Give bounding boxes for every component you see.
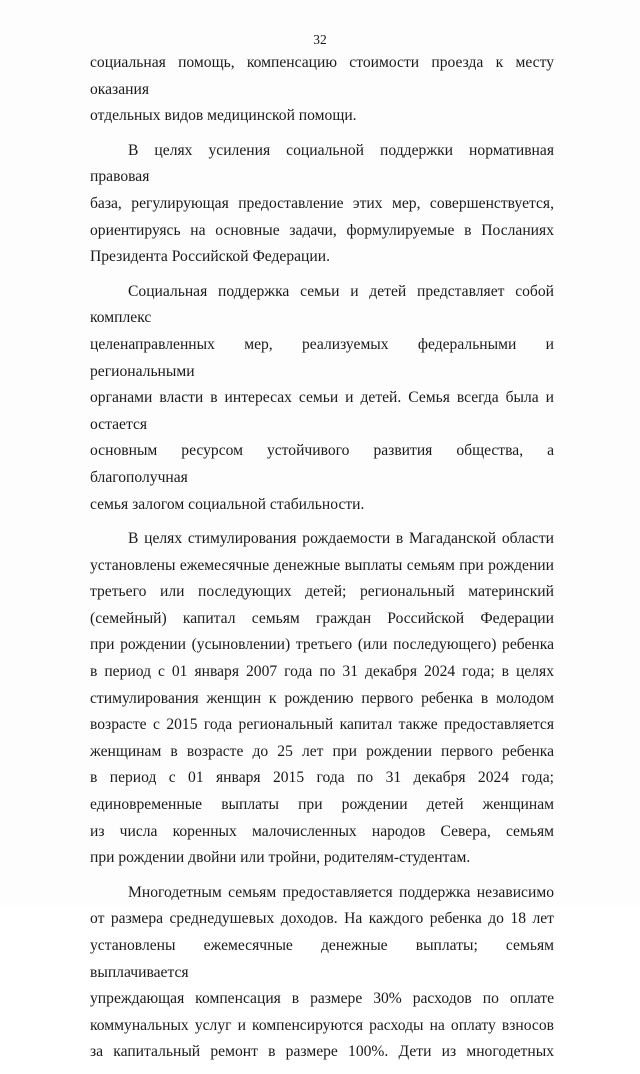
text-line: база, регулирующая предоставление этих мер, совершенствуется,: [90, 194, 554, 212]
text-line: единовременные выплаты при рождении детей женщинам: [90, 796, 554, 814]
paragraph: [90, 279, 554, 518]
paragraph: [90, 50, 554, 130]
text-line: семья залогом социальной стабильности.: [90, 495, 365, 513]
text-line: от размера среднедушевых доходов. На каждого ребенка до 18 лет: [90, 910, 554, 928]
text-line: органами власти в интересах семьи и детей. Семья всегда была и остается: [90, 389, 554, 433]
text-line: стимулирования женщин к рождению первого ребенка в молодом: [90, 689, 554, 707]
paragraph: [90, 138, 554, 271]
text-line: отдельных видов медицинской помощи.: [90, 107, 357, 125]
text-line: из числа коренных малочисленных народов Севера, семьям: [90, 822, 554, 840]
text-line: ориентируясь на основные задачи, формулируемые в Посланиях: [90, 221, 554, 239]
text-line: в период с 01 января 2015 года по 31 декабря 2024 года;: [90, 769, 554, 787]
text-line: за капитальный ремонт в размере 100%. Дети из многодетных: [90, 1043, 554, 1061]
text-line: в период с 01 января 2007 года по 31 декабря 2024 года; в целях: [90, 663, 554, 681]
text-line: при рождении двойни или тройни, родителям-студентам.: [90, 849, 471, 867]
paragraph: [90, 880, 554, 1066]
text-line: социальная помощь, компенсацию стоимости проезда к месту оказания: [90, 54, 554, 98]
document-body: [90, 50, 554, 1074]
page-number: 32: [313, 32, 327, 47]
text-line: целенаправленных мер, реализуемых федеральными и региональными: [90, 335, 554, 380]
text-line: Президента Российской Федерации.: [90, 248, 330, 266]
text-line: В целях стимулирования рождаемости в Магаданской области: [128, 530, 554, 548]
text-line: Многодетным семьям предоставляется поддержка независимо: [128, 883, 554, 901]
text-line: основным ресурсом устойчивого развития общества, а благополучная: [90, 442, 554, 486]
text-line: Социальная поддержка семьи и детей представляет собой комплекс: [90, 282, 554, 327]
text-line: установлены ежемесячные денежные выплаты; семьям выплачивается: [90, 937, 554, 981]
text-line: В целях усиления социальной поддержки нормативная правовая: [90, 141, 554, 186]
text-line: установлены ежемесячные денежные выплаты семьям при рождении: [90, 556, 554, 574]
text-line: упреждающая компенсация в размере 30% расходов по оплате: [90, 990, 554, 1008]
text-line: при рождении (усыновлении) третьего (или последующего) ребенка: [90, 636, 554, 654]
paragraph: [90, 526, 554, 872]
text-line: возрасте с 2015 года региональный капитал также предоставляется: [90, 716, 554, 734]
text-line: третьего или последующих детей; региональный материнский: [90, 583, 554, 601]
text-line: коммунальных услуг и компенсируются расходы на оплату взносов: [90, 1016, 554, 1034]
text-line: женщинам в возрасте до 25 лет при рождении первого ребенка: [90, 742, 554, 760]
text-line: (семейный) капитал семьям граждан Российской Федерации: [90, 609, 554, 627]
